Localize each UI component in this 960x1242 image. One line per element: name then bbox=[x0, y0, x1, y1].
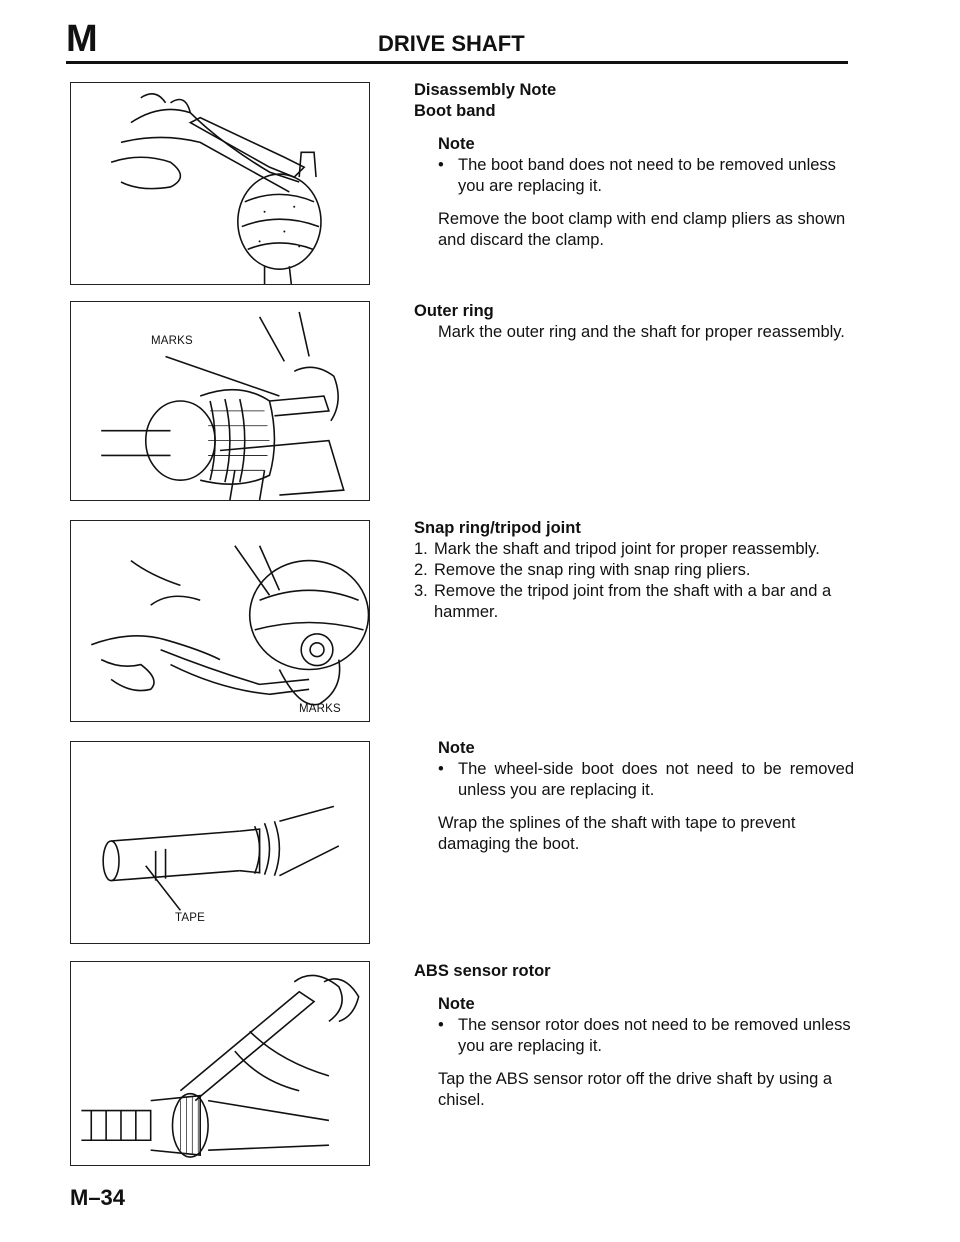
outer-ring-body: Mark the outer ring and the shaft for proper reassembly. bbox=[438, 323, 845, 341]
section-wheel-boot bbox=[414, 738, 854, 855]
note-label: Note bbox=[438, 995, 475, 1013]
figure-snap-ring bbox=[70, 520, 370, 722]
page-number: M–34 bbox=[70, 1185, 126, 1210]
note-bullet bbox=[414, 759, 854, 801]
wheel-boot-body: Wrap the splines of the shaft with tape to prevent damaging the boot. bbox=[438, 814, 796, 853]
tape-label: TAPE bbox=[175, 912, 205, 924]
bullet-glyph: • bbox=[438, 760, 444, 778]
section-letter: M bbox=[66, 18, 98, 60]
bullet-glyph: • bbox=[438, 156, 444, 174]
section-boot-band bbox=[414, 80, 854, 251]
step-text: Mark the shaft and tripod joint for proper reassembly. bbox=[434, 540, 820, 558]
snap-ring-heading: Snap ring/tripod joint bbox=[414, 519, 581, 537]
note-label: Note bbox=[438, 739, 475, 757]
step-item bbox=[414, 539, 854, 560]
abs-rotor-heading: ABS sensor rotor bbox=[414, 962, 551, 980]
snap-ring-illustration bbox=[71, 521, 369, 721]
note-bullet bbox=[414, 155, 854, 197]
outer-ring-illustration bbox=[71, 302, 369, 500]
tape-illustration bbox=[71, 742, 369, 943]
boot-band-illustration bbox=[71, 83, 369, 284]
section-snap-ring bbox=[414, 518, 854, 623]
note-label: Note bbox=[438, 135, 475, 153]
bullet-glyph: • bbox=[438, 1016, 444, 1034]
outer-ring-heading: Outer ring bbox=[414, 302, 494, 320]
step-item bbox=[414, 560, 854, 581]
step-text: Remove the snap ring with snap ring pliers. bbox=[434, 561, 751, 579]
marks-label: MARKS bbox=[151, 335, 193, 347]
step-text: Remove the tripod joint from the shaft with a bar and a hammer. bbox=[434, 582, 832, 621]
figure-outer-ring bbox=[70, 301, 370, 501]
note-bullet-text: The boot band does not need to be removed unless you are replacing it. bbox=[458, 156, 836, 195]
disassembly-note-heading: Disassembly Note bbox=[414, 81, 557, 99]
boot-band-body: Remove the boot clamp with end clamp pliers as shown and discard the clamp. bbox=[438, 210, 846, 249]
note-bullet bbox=[414, 1015, 854, 1057]
figure-boot-band bbox=[70, 82, 370, 285]
figure-tape bbox=[70, 741, 370, 944]
note-bullet-text: The sensor rotor does not need to be removed unless you are replacing it. bbox=[458, 1016, 851, 1055]
step-number: 3. bbox=[414, 582, 428, 600]
page-title: DRIVE SHAFT bbox=[378, 31, 525, 56]
step-number: 2. bbox=[414, 561, 428, 579]
step-item bbox=[414, 581, 854, 623]
note-bullet-text: The wheel-side boot does not need to be removed unless you are replacing it. bbox=[458, 760, 854, 799]
figure-abs-rotor bbox=[70, 961, 370, 1166]
marks-label: MARKS bbox=[299, 703, 341, 715]
header-rule bbox=[66, 61, 848, 64]
section-abs-rotor bbox=[414, 961, 854, 1111]
boot-band-heading: Boot band bbox=[414, 102, 496, 120]
abs-rotor-illustration bbox=[71, 962, 369, 1165]
abs-rotor-body: Tap the ABS sensor rotor off the drive shaft by using a chisel. bbox=[438, 1070, 833, 1109]
step-number: 1. bbox=[414, 540, 428, 558]
section-outer-ring bbox=[414, 301, 854, 343]
